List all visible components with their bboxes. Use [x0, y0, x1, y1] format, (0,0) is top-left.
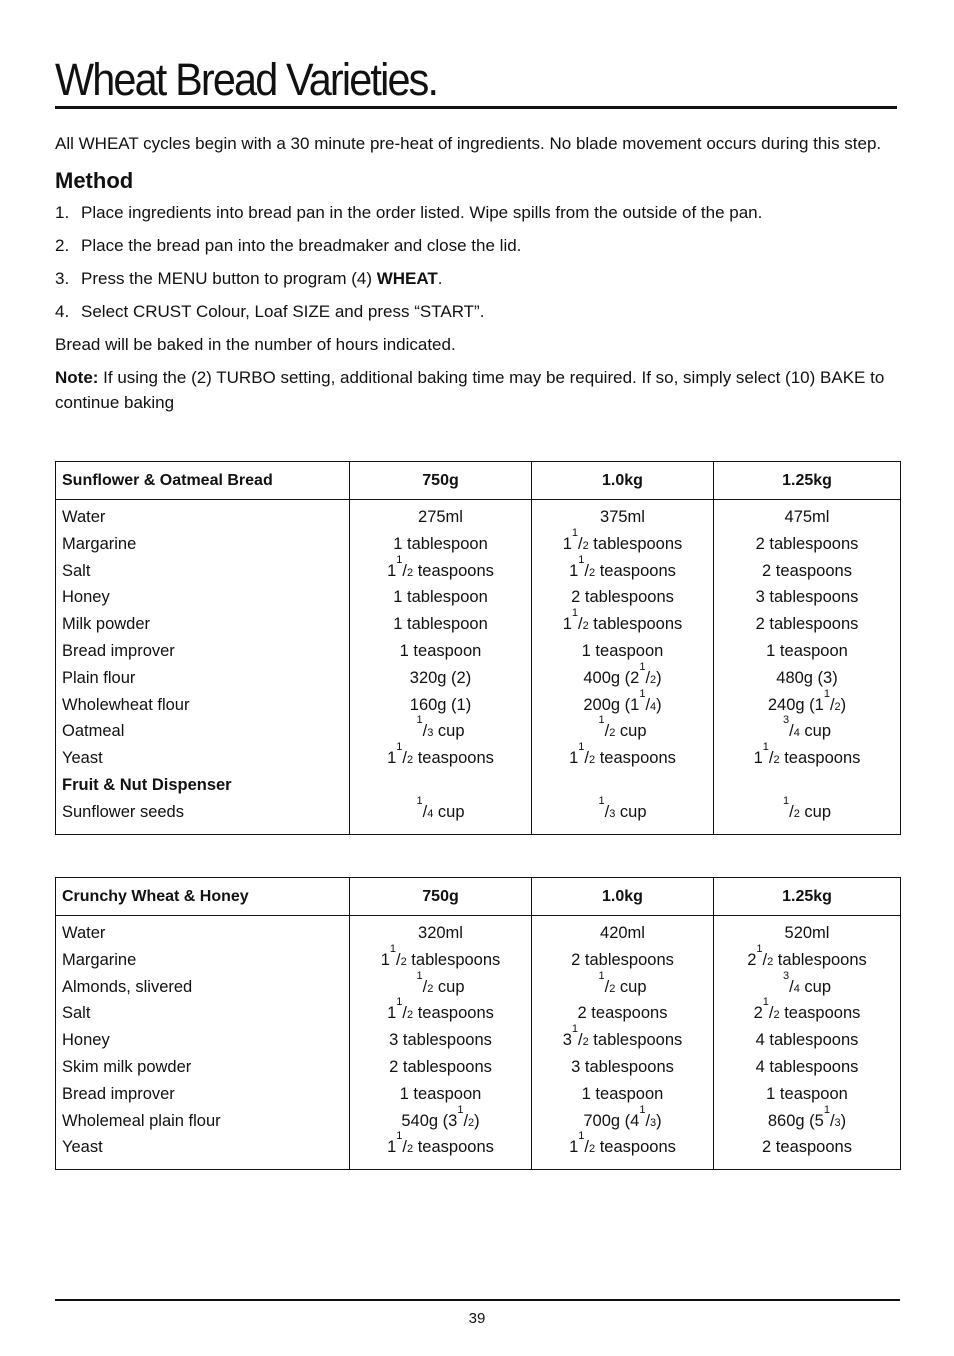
ingredient-quantity: 2 teaspoons [762, 1138, 852, 1157]
quantity-column-1-25kg [714, 500, 901, 835]
ingredient-quantity: 1 teaspoon [399, 641, 482, 660]
ingredient-quantity: $^3/_4$ cup [782, 969, 832, 996]
instructions [55, 131, 900, 415]
ingredient-quantity: 700g $(4^1/_3)$ [583, 1103, 662, 1130]
ingredient-column [56, 916, 350, 1170]
ingredient-quantity: 1 teaspoon [399, 1084, 482, 1103]
ingredient-quantity: 240g $(1^1/_2)$ [767, 687, 847, 714]
size-header: 1.0kg [532, 462, 714, 500]
ingredient-name: Honey [62, 588, 110, 607]
ingredient-quantity: $1^1/_2$ tablespoons [380, 942, 501, 969]
ingredient-quantity: 4 tablespoons [755, 1031, 859, 1050]
ingredient-quantity: $^1/_4$ cup [416, 794, 465, 821]
program-name: WHEAT [376, 269, 438, 288]
ingredient-name: Water [62, 508, 106, 526]
ingredient-quantity: $^1/_2$ cup [782, 794, 832, 821]
title-rule [55, 106, 897, 109]
ingredient-name: Yeast [62, 749, 103, 768]
ingredient-quantity [714, 772, 900, 799]
ingredient-name: Skim milk powder [62, 1057, 192, 1076]
ingredient-quantity: $1^1/_2$ tablespoons [562, 526, 683, 553]
ingredient-name: Margarine [62, 950, 137, 969]
ingredient-quantity: 200g $(1^1/_4)$ [583, 687, 662, 714]
baked-note: Bread will be baked in the number of hours indicated. [55, 335, 456, 354]
ingredient-name: Milk powder [62, 615, 151, 634]
ingredient-quantity: 860g $(5^1/_3)$ [767, 1103, 847, 1130]
ingredient-quantity: $^1/_2$ cup [598, 714, 647, 741]
page-title: Wheat Bread Varieties. [55, 54, 438, 105]
ingredient-quantity: 2 teaspoons [762, 561, 852, 580]
ingredient-quantity: 3 tablespoons [755, 588, 859, 607]
ingredient-quantity: 2 tablespoons [571, 950, 674, 969]
ingredient-quantity: 2 tablespoons [755, 534, 859, 553]
ingredient-name: Sunflower seeds [62, 802, 184, 821]
ingredient-quantity: 375ml [600, 508, 645, 526]
step-number: 4. [55, 302, 70, 321]
ingredient-quantity: 400g $(2^1/_2)$ [583, 660, 662, 687]
ingredient-quantity: $1^1/_2$ teaspoons [569, 553, 676, 580]
ingredient-quantity: $1^1/_2$ teaspoons [569, 741, 676, 768]
quantity-column-750g [350, 916, 532, 1170]
ingredient-quantity: 275ml [418, 508, 463, 526]
ingredient-quantity [532, 772, 713, 799]
ingredient-quantity: 1 teaspoon [766, 1084, 848, 1103]
ingredient-quantity: $1^1/_2$ teaspoons [387, 741, 494, 768]
ingredient-quantity: 2 tablespoons [571, 588, 674, 607]
step-number: 3. [55, 269, 70, 288]
ingredient-quantity: 2 tablespoons [755, 615, 859, 634]
ingredient-name: Bread improver [62, 1084, 175, 1103]
step-text: Select CRUST Colour, Loaf SIZE and press “START”. [81, 302, 485, 321]
ingredient-quantity: 320ml [418, 924, 463, 942]
size-header: 1.25kg [714, 462, 901, 500]
ingredient-quantity: 3 tablespoons [389, 1031, 492, 1050]
ingredient-name: Salt [62, 561, 91, 580]
footer-rule [55, 1299, 900, 1301]
ingredient-quantity: 1 tablespoon [393, 588, 488, 607]
table-header-row [56, 462, 901, 500]
ingredient-quantity: $^3/_4$ cup [782, 714, 832, 741]
note-label: Note: [55, 368, 99, 387]
ingredient-quantity: 1 teaspoon [581, 1084, 664, 1103]
step-text-after: . [437, 269, 443, 288]
ingredient-quantity: 420ml [600, 924, 645, 942]
quantity-column-1kg [532, 916, 714, 1170]
page-number: 39 [468, 1310, 486, 1327]
ingredient-quantity: 2 teaspoons [577, 1004, 668, 1023]
step-text [81, 266, 443, 291]
ingredient-quantity: 2 tablespoons [389, 1057, 492, 1076]
ingredient-quantity: 540g $(3^1/_2)$ [401, 1103, 480, 1130]
quantity-column-750g [350, 500, 532, 835]
method-heading: Method [55, 168, 134, 193]
ingredient-quantity: 1 teaspoon [766, 641, 848, 660]
ingredient-name: Honey [62, 1031, 110, 1050]
ingredient-quantity: $^1/_2$ cup [598, 969, 647, 996]
ingredient-quantity: $^1/_3$ cup [416, 714, 465, 741]
table-body-row [56, 916, 901, 1170]
ingredient-quantity: 1 teaspoon [581, 641, 664, 660]
method-step [55, 233, 900, 258]
ingredient-name: Oatmeal [62, 722, 125, 741]
ingredient-quantity: 480g (3) [776, 668, 838, 687]
size-header: 1.0kg [532, 878, 714, 916]
ingredient-name: Fruit & Nut Dispenser [62, 775, 232, 794]
method-step [55, 200, 900, 225]
ingredient-quantity: 4 tablespoons [755, 1057, 859, 1076]
ingredient-quantity: 1 tablespoon [393, 534, 488, 553]
recipe-table-sunflower-oatmeal [55, 461, 901, 835]
ingredient-quantity: 475ml [784, 508, 830, 526]
ingredient-quantity: $1^1/_2$ tablespoons [562, 607, 683, 634]
ingredient-name: Salt [62, 1004, 91, 1023]
step-number: 1. [55, 203, 70, 222]
ingredient-quantity: $1^1/_2$ teaspoons [387, 1130, 494, 1157]
table-body-row [56, 500, 901, 835]
method-steps [55, 200, 900, 324]
ingredient-quantity: $3^1/_2$ tablespoons [562, 1023, 683, 1050]
intro-text: All WHEAT cycles begin with a 30 minute pre-heat of ingredients. No blade movement occurs during this step. [55, 134, 882, 153]
quantity-column-1-25kg [714, 916, 901, 1170]
ingredient-quantity: $2^1/_2$ tablespoons [747, 942, 867, 969]
quantity-column-1kg [532, 500, 714, 835]
step-text: Place ingredients into bread pan in the order listed. Wipe spills from the outside of the pan. [81, 203, 763, 222]
step-text-before: Press the MENU button to program (4) [81, 269, 377, 288]
ingredient-name: Almonds, slivered [62, 977, 193, 996]
method-step [55, 266, 900, 291]
ingredient-name: Margarine [62, 534, 137, 553]
turbo-note [55, 365, 900, 415]
recipe-table-crunchy-wheat-honey [55, 877, 901, 1170]
table-header-row [56, 878, 901, 916]
size-header: 1.25kg [714, 878, 901, 916]
step-text: Place the bread pan into the breadmaker and close the lid. [81, 236, 522, 255]
size-header: 750g [350, 462, 532, 500]
ingredient-quantity: 1 tablespoon [393, 615, 488, 634]
ingredient-quantity [350, 772, 531, 799]
recipe-name: Crunchy Wheat & Honey [56, 878, 350, 916]
ingredient-quantity: 160g (1) [409, 695, 472, 714]
ingredient-quantity: $^1/_3$ cup [598, 794, 647, 821]
ingredient-quantity: $1^1/_2$ teaspoons [569, 1130, 676, 1157]
ingredient-quantity: $^1/_2$ cup [416, 969, 465, 996]
ingredient-quantity: $2^1/_2$ teaspoons [753, 996, 861, 1023]
note-text: If using the (2) TURBO setting, additional baking time may be required. If so, simply select (10) BAKE to continue baking [55, 368, 885, 412]
ingredient-name: Water [62, 924, 106, 942]
ingredient-quantity: $1^1/_2$ teaspoons [387, 553, 494, 580]
ingredient-quantity: $1^1/_2$ teaspoons [753, 741, 861, 768]
ingredient-name: Yeast [62, 1138, 103, 1157]
ingredient-quantity: $1^1/_2$ teaspoons [387, 996, 494, 1023]
ingredient-column [56, 500, 350, 835]
size-header: 750g [350, 878, 532, 916]
ingredient-name: Wholewheat flour [62, 695, 190, 714]
ingredient-name: Plain flour [62, 668, 136, 687]
step-number: 2. [55, 236, 70, 255]
ingredient-quantity: 320g (2) [409, 668, 472, 687]
recipe-name: Sunflower & Oatmeal Bread [56, 462, 350, 500]
ingredient-quantity: 520ml [784, 924, 830, 942]
ingredient-name: Wholemeal plain flour [62, 1111, 221, 1130]
ingredient-name: Bread improver [62, 641, 175, 660]
method-step [55, 299, 900, 324]
ingredient-quantity: 3 tablespoons [571, 1057, 674, 1076]
